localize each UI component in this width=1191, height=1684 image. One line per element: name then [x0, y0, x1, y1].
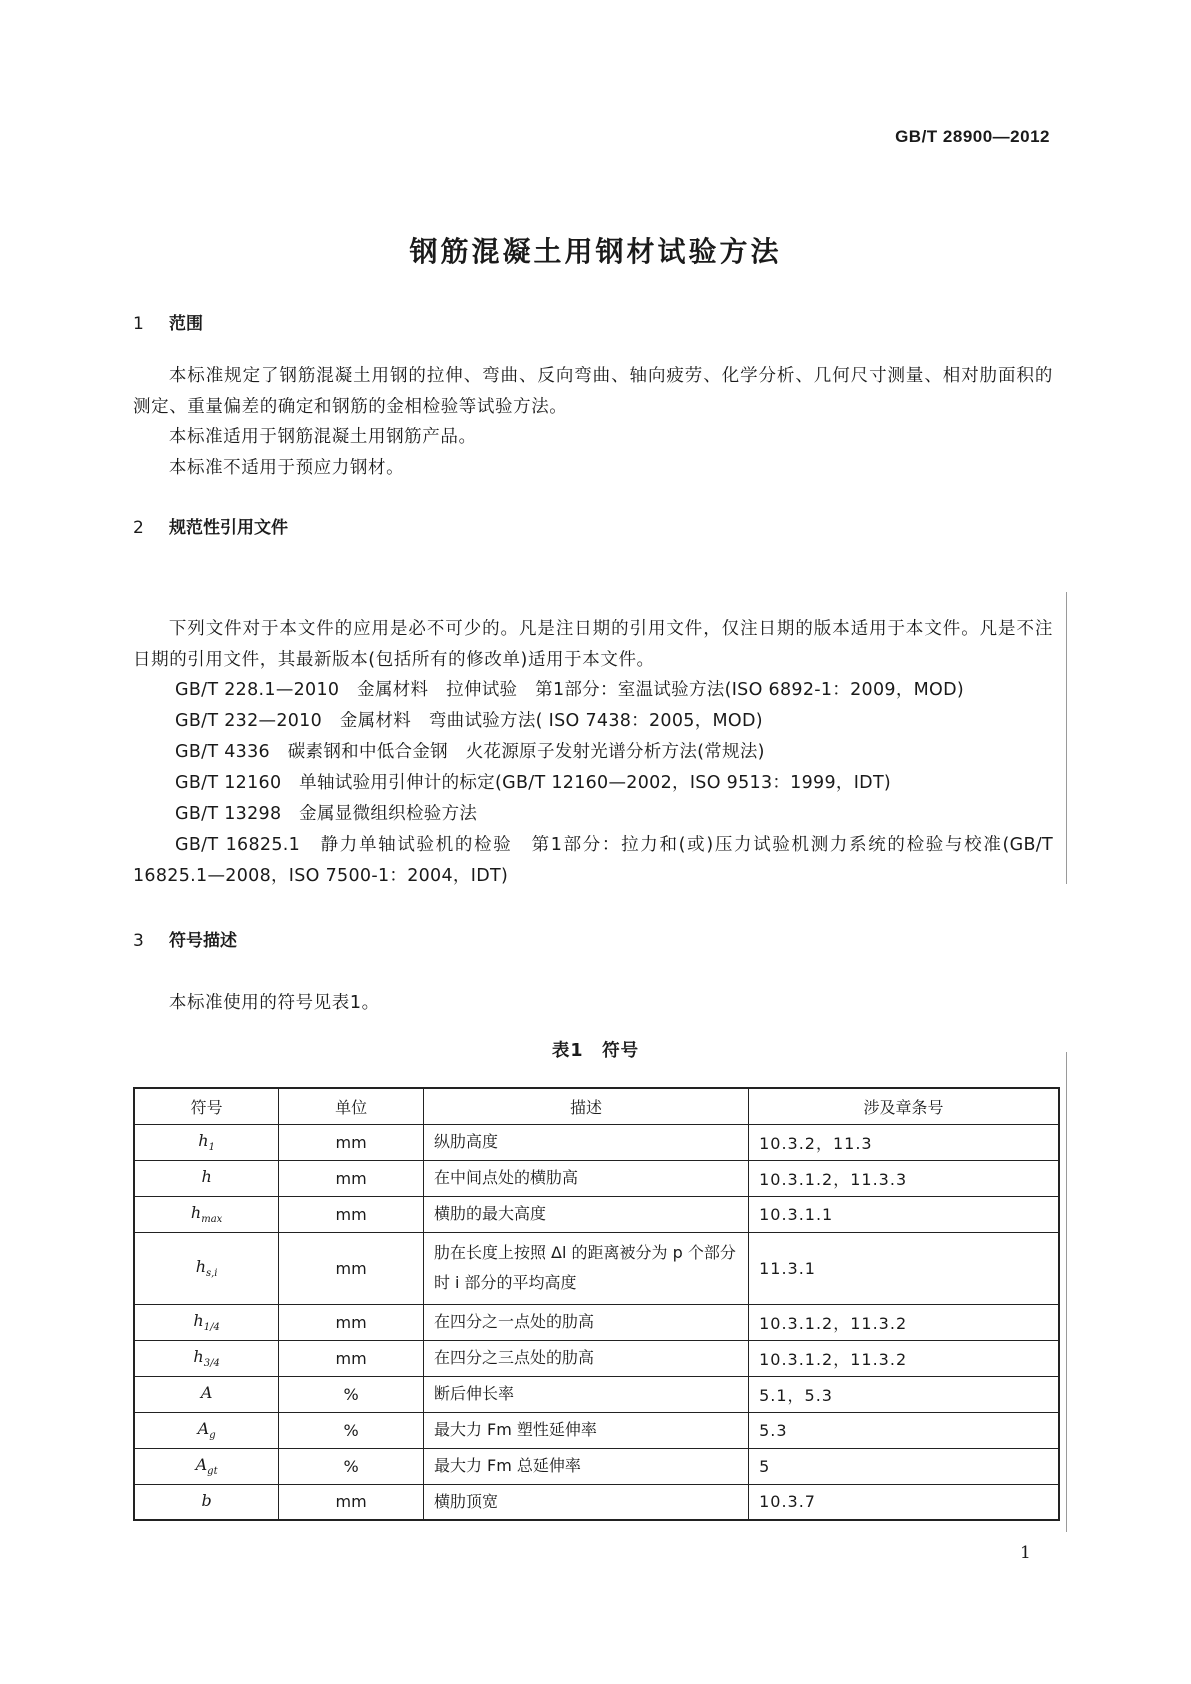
reference-item: GB/T 4336 碳素钢和中低合金钢 火花源原子发射光谱分析方法(常规法) [175, 742, 765, 762]
unit-cell: % [279, 1376, 424, 1412]
symbol-cell: $A_g$ [134, 1412, 279, 1448]
table-row [134, 1160, 1059, 1196]
reference-item: GB/T 16825.1 静力单轴试验机的检验 第1部分：拉力和(或)压力试验机测力系统的检验与校准(GB/T 16825.1—2008，ISO 7500-1：2004，IDT) [133, 835, 1053, 886]
standard-number: GB/T 28900—2012 [895, 127, 1050, 146]
unit-cell: % [279, 1448, 424, 1484]
clause-cell: 10.3.1.2，11.3.2 [749, 1340, 1059, 1376]
table-row [134, 1196, 1059, 1232]
description-cell: 最大力 Fm 塑性延伸率 [423, 1412, 748, 1448]
description-cell: 横肋顶宽 [423, 1484, 748, 1520]
symbol-cell: $h_1$ [134, 1124, 279, 1160]
table-header-row [134, 1088, 1059, 1124]
scope-paragraph-1: 本标准规定了钢筋混凝土用钢的拉伸、弯曲、反向弯曲、轴向疲劳、化学分析、几何尺寸测量、相对肋面积的测定、重量偏差的确定和钢筋的金相检验等试验方法。 [133, 366, 1053, 417]
unit-cell: mm [279, 1232, 424, 1304]
section-number: 1 [133, 314, 144, 334]
symbol-cell: $h_{1/4}$ [134, 1304, 279, 1340]
clause-cell: 5.3 [749, 1412, 1059, 1448]
description-cell: 肋在长度上按照 Δl 的距离被分为 p 个部分时 i 部分的平均高度 [423, 1232, 748, 1304]
unit-cell: mm [279, 1304, 424, 1340]
revision-bar [1066, 1052, 1067, 1532]
table-row [134, 1232, 1059, 1304]
references-intro: 下列文件对于本文件的应用是必不可少的。凡是注日期的引用文件，仅注日期的版本适用于本文件。凡是不注日期的引用文件，其最新版本(包括所有的修改单)适用于本文件。 [133, 619, 1053, 670]
unit-cell: mm [279, 1160, 424, 1196]
description-cell: 在中间点处的横肋高 [423, 1160, 748, 1196]
column-header: 单位 [279, 1088, 424, 1124]
page-number: 1 [1020, 1543, 1031, 1563]
description-cell: 最大力 Fm 总延伸率 [423, 1448, 748, 1484]
table-row [134, 1124, 1059, 1160]
symbols-intro: 本标准使用的符号见表1。 [168, 993, 380, 1013]
symbol-cell: $h_{max}$ [134, 1196, 279, 1232]
document-title: 钢筋混凝土用钢材试验方法 [409, 235, 782, 268]
table-row [134, 1448, 1059, 1484]
scope-paragraph-3: 本标准不适用于预应力钢材。 [168, 458, 405, 478]
reference-item: GB/T 232—2010 金属材料 弯曲试验方法( ISO 7438：2005，MOD) [175, 711, 763, 731]
symbol-cell: $A_{gt}$ [134, 1448, 279, 1484]
unit-cell: mm [279, 1340, 424, 1376]
description-cell: 在四分之一点处的肋高 [423, 1304, 748, 1340]
column-header: 涉及章条号 [749, 1088, 1059, 1124]
reference-item: GB/T 228.1—2010 金属材料 拉伸试验 第1部分：室温试验方法(ISO 6892-1：2009，MOD) [175, 680, 965, 700]
section-number: 3 [133, 931, 144, 951]
section-title: 规范性引用文件 [169, 518, 288, 538]
table-caption: 表1 符号 [551, 1041, 640, 1061]
symbols-table [133, 1087, 1060, 1521]
table-row [134, 1484, 1059, 1520]
section-3-heading [133, 926, 237, 951]
section-1-heading [133, 309, 203, 334]
description-cell: 纵肋高度 [423, 1124, 748, 1160]
description-cell: 在四分之三点处的肋高 [423, 1340, 748, 1376]
section-2-heading [133, 513, 288, 538]
symbol-cell: $h_{3/4}$ [134, 1340, 279, 1376]
symbol-cell: $h_{s,i}$ [134, 1232, 279, 1304]
section-title: 范围 [169, 314, 203, 334]
column-header: 符号 [134, 1088, 279, 1124]
unit-cell: mm [279, 1196, 424, 1232]
table-row [134, 1412, 1059, 1448]
description-cell: 横肋的最大高度 [423, 1196, 748, 1232]
revision-bar [1066, 592, 1067, 884]
table-row [134, 1340, 1059, 1376]
clause-cell: 11.3.1 [749, 1232, 1059, 1304]
reference-item: GB/T 13298 金属显微组织检验方法 [175, 804, 478, 824]
clause-cell: 5 [749, 1448, 1059, 1484]
unit-cell: % [279, 1412, 424, 1448]
scope-paragraph-2: 本标准适用于钢筋混凝土用钢筋产品。 [168, 427, 477, 447]
column-header: 描述 [423, 1088, 748, 1124]
clause-cell: 10.3.1.2，11.3.2 [749, 1304, 1059, 1340]
clause-cell: 10.3.7 [749, 1484, 1059, 1520]
table-row [134, 1376, 1059, 1412]
clause-cell: 10.3.1.2，11.3.3 [749, 1160, 1059, 1196]
unit-cell: mm [279, 1124, 424, 1160]
clause-cell: 10.3.2，11.3 [749, 1124, 1059, 1160]
section-number: 2 [133, 518, 144, 538]
symbol-cell: b [134, 1484, 279, 1520]
section-title: 符号描述 [169, 931, 237, 951]
clause-cell: 5.1，5.3 [749, 1376, 1059, 1412]
reference-item: GB/T 12160 单轴试验用引伸计的标定(GB/T 12160—2002，ISO 9513：1999，IDT) [175, 773, 892, 793]
description-cell: 断后伸长率 [423, 1376, 748, 1412]
table-row [134, 1304, 1059, 1340]
symbol-cell: h [134, 1160, 279, 1196]
symbol-cell: A [134, 1376, 279, 1412]
unit-cell: mm [279, 1484, 424, 1520]
clause-cell: 10.3.1.1 [749, 1196, 1059, 1232]
